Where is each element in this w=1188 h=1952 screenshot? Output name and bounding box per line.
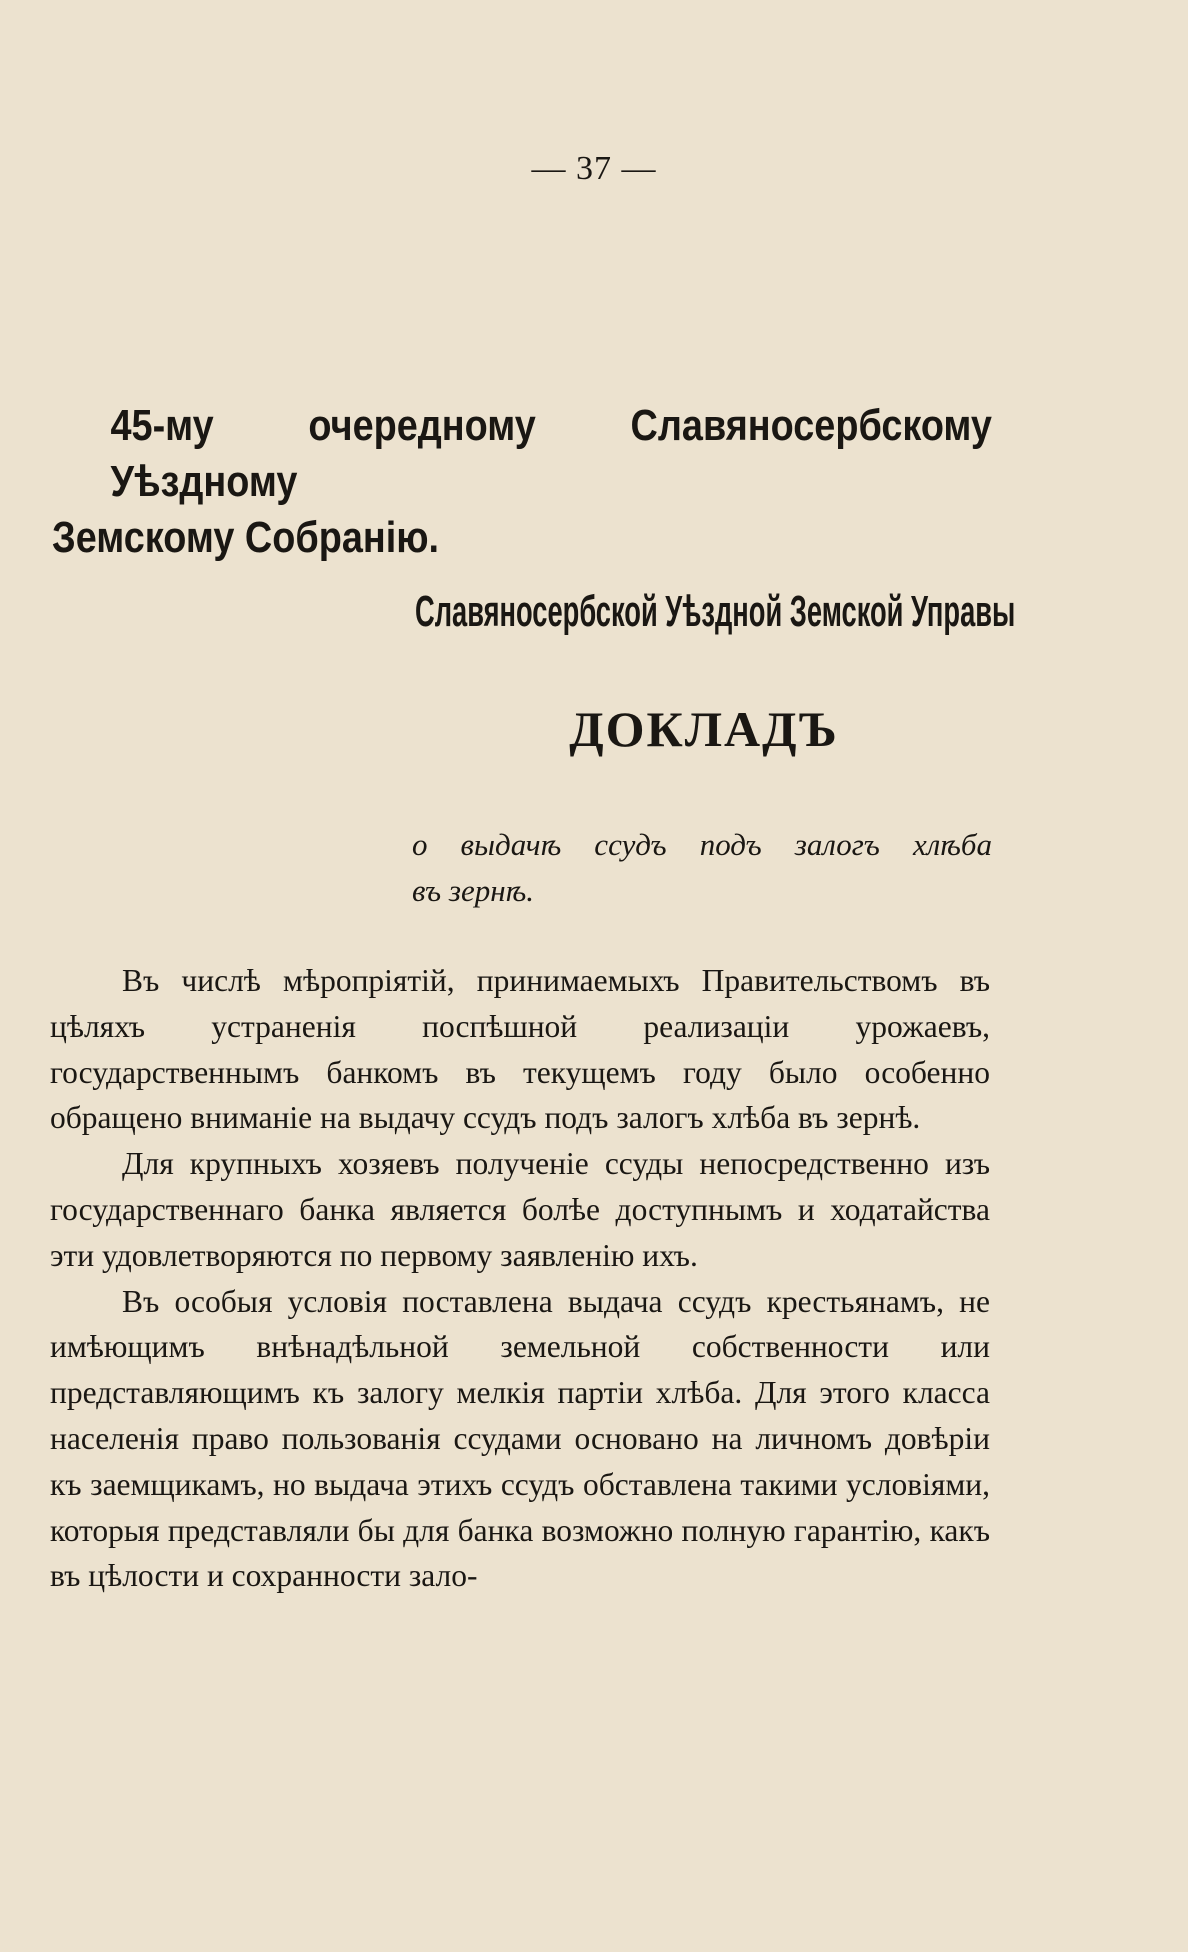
address-heading-line2: Земскому Собранію.	[52, 513, 440, 562]
address-heading-line1: 45-му очередному Славяносербскому Уѣздному	[110, 401, 992, 506]
page-number: — 37 —	[531, 150, 657, 187]
report-subtitle-line1: о выдачѣ ссудъ подъ залогъ хлѣба	[412, 827, 992, 862]
paragraph-1: Въ числѣ мѣропріятій, принимаемыхъ Правительствомъ въ цѣляхъ устраненія поспѣшной реализаціи урожаевъ, государственнымъ банкомъ въ текущемъ году было особенно обращено вниманіе на выдачу ссудъ подъ залогъ хлѣба въ зернѣ.	[50, 963, 990, 1136]
paragraph-3: Въ особыя условія поставлена выдача ссудъ крестьянамъ, не имѣющимъ внѣнадѣльной земельной собственности или представляющимъ къ залогу мелкія партіи хлѣба. Для этого класса населенія право пользованія ссудами основано на личномъ довѣріи къ заемщикамъ, но выдача этихъ ссудъ обставлена такими условіями, которыя представляли бы для банка возможно полную гарантію, какъ въ цѣлости и сохранности зало-	[50, 1283, 990, 1594]
address-heading	[52, 398, 992, 566]
paragraph-2: Для крупныхъ хозяевъ полученіе ссуды непосредственно изъ государственнаго банка является болѣе доступнымъ и ходатайства эти удовлетворяются по первому заявленію ихъ.	[50, 1146, 990, 1273]
report-subtitle-line2: въ зернѣ.	[412, 873, 535, 908]
report-title: ДОКЛАДЪ	[569, 701, 839, 757]
issuing-board: Славяносербской Уѣздной Земской Управы	[415, 587, 1016, 636]
report-subtitle	[412, 822, 992, 914]
body-text	[50, 958, 990, 1599]
